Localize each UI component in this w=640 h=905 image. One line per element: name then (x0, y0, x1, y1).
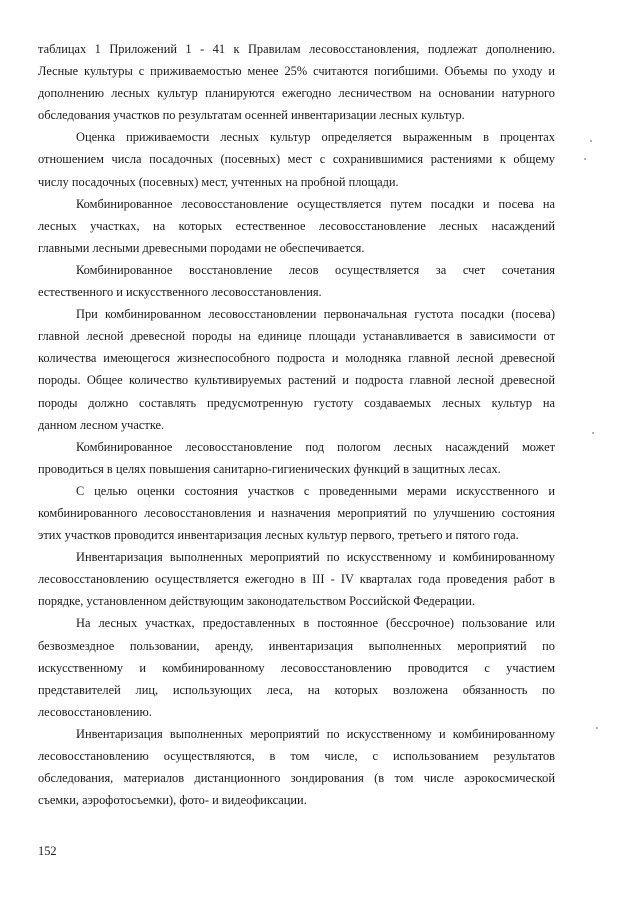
text-line: С целью оценки состояния участков с проведенными мерами искусственного и (76, 483, 555, 498)
text-line: обследования участков по результатам осенней инвентаризации лесных культур. (38, 108, 465, 123)
scan-speck (596, 727, 598, 729)
paragraph (38, 126, 555, 192)
text-line: данном лесном участке. (38, 417, 165, 432)
text-line: дополнению лесных культур планируются ежегодно лесничеством на основании натурного (38, 86, 555, 101)
text-line: Комбинированное лесовосстановление осуществляется путем посадки и посева на (76, 196, 555, 211)
text-line: породы должно составлять предусмотренную густоту создаваемых лесных культур на (38, 395, 555, 410)
scan-speck (584, 158, 586, 160)
text-line: естественного и искусственного лесовосстановления. (38, 285, 322, 300)
text-line: лесовосстановлению. (38, 704, 152, 719)
text-line: представителей лиц, использующих леса, на которых возложена обязанность по (38, 682, 555, 697)
paragraph (38, 259, 555, 303)
text-line: лесовосстановлению осуществляется ежегодно в III - IV кварталах года проведения работ в (38, 572, 555, 587)
text-line: лесных участках, на которых естественное лесовосстановление лесных насаждений (38, 218, 555, 233)
paragraph (38, 303, 555, 436)
text-line: Оценка приживаемости лесных культур определяется выраженным в процентах (76, 130, 555, 145)
text-line: проводиться в целях повышения санитарно-гигиенических функций в защитных лесах. (38, 461, 501, 476)
text-line: съемки, аэрофотосъемки), фото- и видеофиксации. (38, 793, 307, 808)
paragraph (38, 436, 555, 480)
text-line: лесовосстановлению осуществляются, в том числе, с использованием результатов (38, 749, 555, 763)
text-line: главной лесной древесной породы на единице площади устанавливается в зависимости от (38, 329, 555, 344)
text-line: главными лесными древесными породами не обеспечивается. (38, 240, 365, 255)
text-line: При комбинированном лесовосстановлении первоначальная густота посадки (посева) (76, 307, 555, 322)
paragraph (38, 38, 555, 126)
text-line: Лесные культуры с приживаемостью менее 25% считаются погибшими. Объемы по уходу и (38, 64, 555, 79)
paragraph (38, 723, 555, 811)
text-line: комбинированного лесовосстановления и назначения мероприятий по улучшению состояния (38, 505, 555, 520)
paragraph (38, 612, 555, 722)
text-line: обследования, материалов дистанционного зондирования (в том числе аэрокосмической (38, 771, 555, 786)
page-body-text (38, 38, 555, 811)
text-line: количества имеющегося жизнеспособного подроста и молодняка главной лесной древесной (38, 351, 555, 366)
text-line: Комбинированное лесовосстановление под пологом лесных насаждений может (76, 439, 555, 454)
paragraph (38, 546, 555, 612)
text-line: безвозмездное пользовании, аренду, инвентаризация выполненных мероприятий по (38, 638, 555, 653)
text-line: породы. Общее количество культивируемых растений и подроста главной лесной древесной (38, 373, 555, 388)
text-line: искусственному и комбинированному лесовосстановлению проводится с участием (38, 660, 555, 675)
scan-speck (592, 432, 594, 434)
text-line: Комбинированное восстановление лесов осуществляется за счет сочетания (76, 262, 555, 277)
paragraph (38, 193, 555, 259)
page-number: 152 (38, 844, 57, 858)
text-line: этих участков проводится инвентаризация лесных культур первого, третьего и пятого года. (38, 528, 519, 543)
scan-speck (590, 140, 592, 142)
text-line: На лесных участках, предоставленных в постоянное (бессрочное) пользование или (76, 616, 555, 631)
text-line: числу посадочных (посевных) мест, учтенных на пробной площади. (38, 174, 399, 189)
text-line: Инвентаризация выполненных мероприятий по искусственному и комбинированному (76, 726, 555, 741)
text-line: порядке, установленном действующим законодательством Российской Федерации. (38, 594, 475, 609)
text-line: таблицах 1 Приложений 1 - 41 к Правилам лесовосстановления, подлежат дополнению. (38, 42, 555, 56)
paragraph (38, 480, 555, 546)
text-line: Инвентаризация выполненных мероприятий по искусственному и комбинированному (76, 550, 555, 565)
text-line: отношением числа посадочных (посевных) мест с сохранившимися растениями к общему (38, 152, 555, 167)
